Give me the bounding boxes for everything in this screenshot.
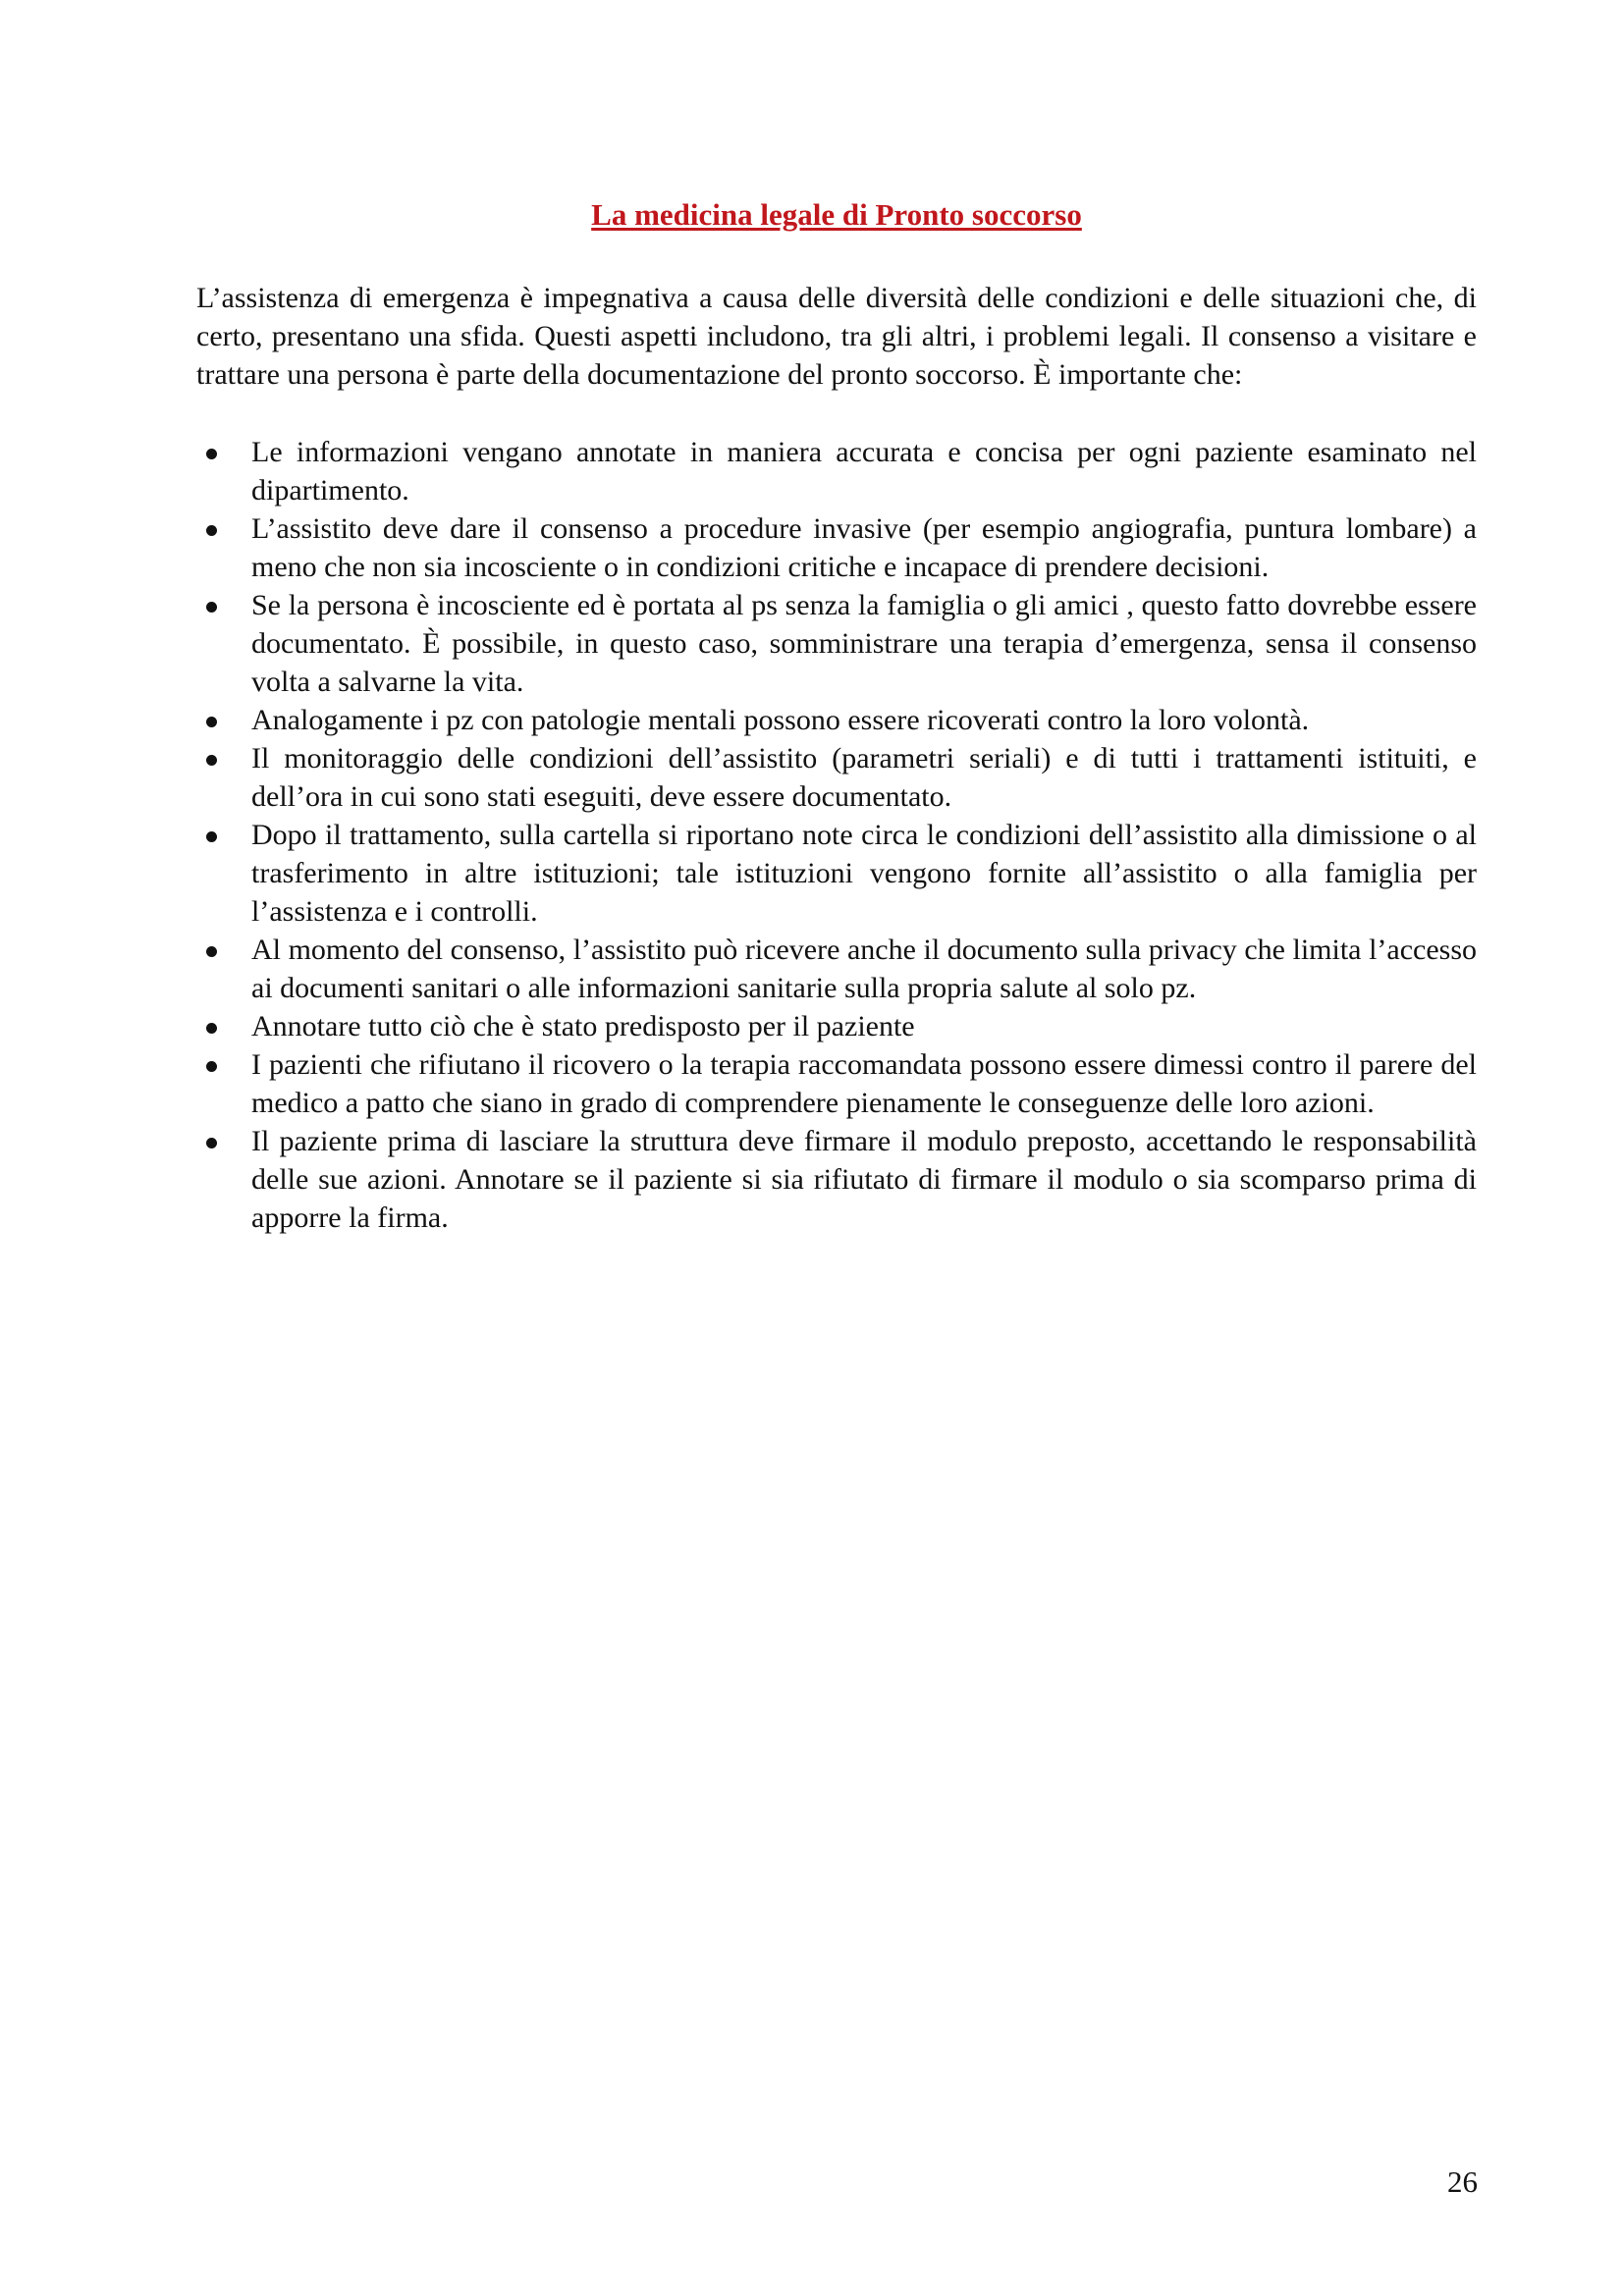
bullet-dot-icon: [206, 525, 217, 536]
bullet-text: Annotare tutto ciò che è stato predisposto per il paziente: [251, 1010, 915, 1042]
document-title: La medicina legale di Pronto soccorso: [591, 197, 1082, 232]
bullet-item: [196, 1007, 1477, 1045]
bullet-dot-icon: [206, 946, 217, 957]
bullet-text: L’assistito deve dare il consenso a procedure invasive (per esempio angiografia, puntura lombare) a meno che non sia incosciente o in condizioni critiche e incapace di prendere decisioni.: [251, 512, 1477, 583]
bullet-item: [196, 816, 1477, 931]
intro-paragraph: L’assistenza di emergenza è impegnativa a causa delle diversità delle condizioni e delle situazioni che, di certo, presentano una sfida. Questi aspetti includono, tra gli altri, i problemi legali. Il consenso a visitare e trattare una persona è parte della documentazione del pronto soccorso. È importante che:: [196, 282, 1477, 391]
page-number: 26: [1447, 2164, 1478, 2199]
bullet-text: Il monitoraggio delle condizioni dell’assistito (parametri seriali) e di tutti i trattamenti istituiti, e dell’ora in cui sono stati eseguiti, deve essere documentato.: [251, 742, 1477, 813]
bullet-dot-icon: [206, 602, 217, 613]
bullet-dot-icon: [206, 449, 217, 459]
page-content: [196, 192, 1477, 1237]
bullet-item: [196, 1045, 1477, 1122]
bullet-text: Le informazioni vengano annotate in maniera accurata e concisa per ogni paziente esaminato nel dipartimento.: [251, 436, 1477, 507]
bullet-item: [196, 931, 1477, 1007]
bullet-item: [196, 1122, 1477, 1237]
bullet-text: Se la persona è incosciente ed è portata al ps senza la famiglia o gli amici , questo fatto dovrebbe essere documentato. È possibile, in questo caso, somministrare una terapia d’emergenza, sensa il consenso volta a salvarne la vita.: [251, 589, 1477, 698]
bullet-dot-icon: [206, 1061, 217, 1072]
bullet-dot-icon: [206, 831, 217, 842]
bullet-item: [196, 701, 1477, 739]
bullet-text: I pazienti che rifiutano il ricovero o la terapia raccomandata possono essere dimessi contro il parere del medico a patto che siano in grado di comprendere pienamente le conseguenze delle loro azioni.: [251, 1048, 1477, 1119]
bullet-text: Il paziente prima di lasciare la struttura deve firmare il modulo preposto, accettando le responsabilità delle sue azioni. Annotare se il paziente si sia rifiutato di firmare il modulo o sia scomparso prima di apporre la firma.: [251, 1125, 1477, 1234]
bullet-dot-icon: [206, 717, 217, 727]
bullet-list: [196, 433, 1477, 1237]
bullet-text: Dopo il trattamento, sulla cartella si riportano note circa le condizioni dell’assistito alla dimissione o al trasferimento in altre istituzioni; tale istituzioni vengono fornite all’assistito o alla famiglia per l’assistenza e i controlli.: [251, 819, 1477, 928]
bullet-text: Al momento del consenso, l’assistito può ricevere anche il documento sulla privacy che limita l’accesso ai documenti sanitari o alle informazioni sanitarie sulla propria salute al solo pz.: [251, 934, 1477, 1004]
bullet-dot-icon: [206, 1138, 217, 1148]
bullet-item: [196, 586, 1477, 701]
bullet-text: Analogamente i pz con patologie mentali possono essere ricoverati contro la loro volontà.: [251, 704, 1310, 736]
bullet-item: [196, 739, 1477, 816]
bullet-dot-icon: [206, 1023, 217, 1034]
bullet-item: [196, 509, 1477, 586]
bullet-dot-icon: [206, 755, 217, 766]
bullet-item: [196, 433, 1477, 509]
